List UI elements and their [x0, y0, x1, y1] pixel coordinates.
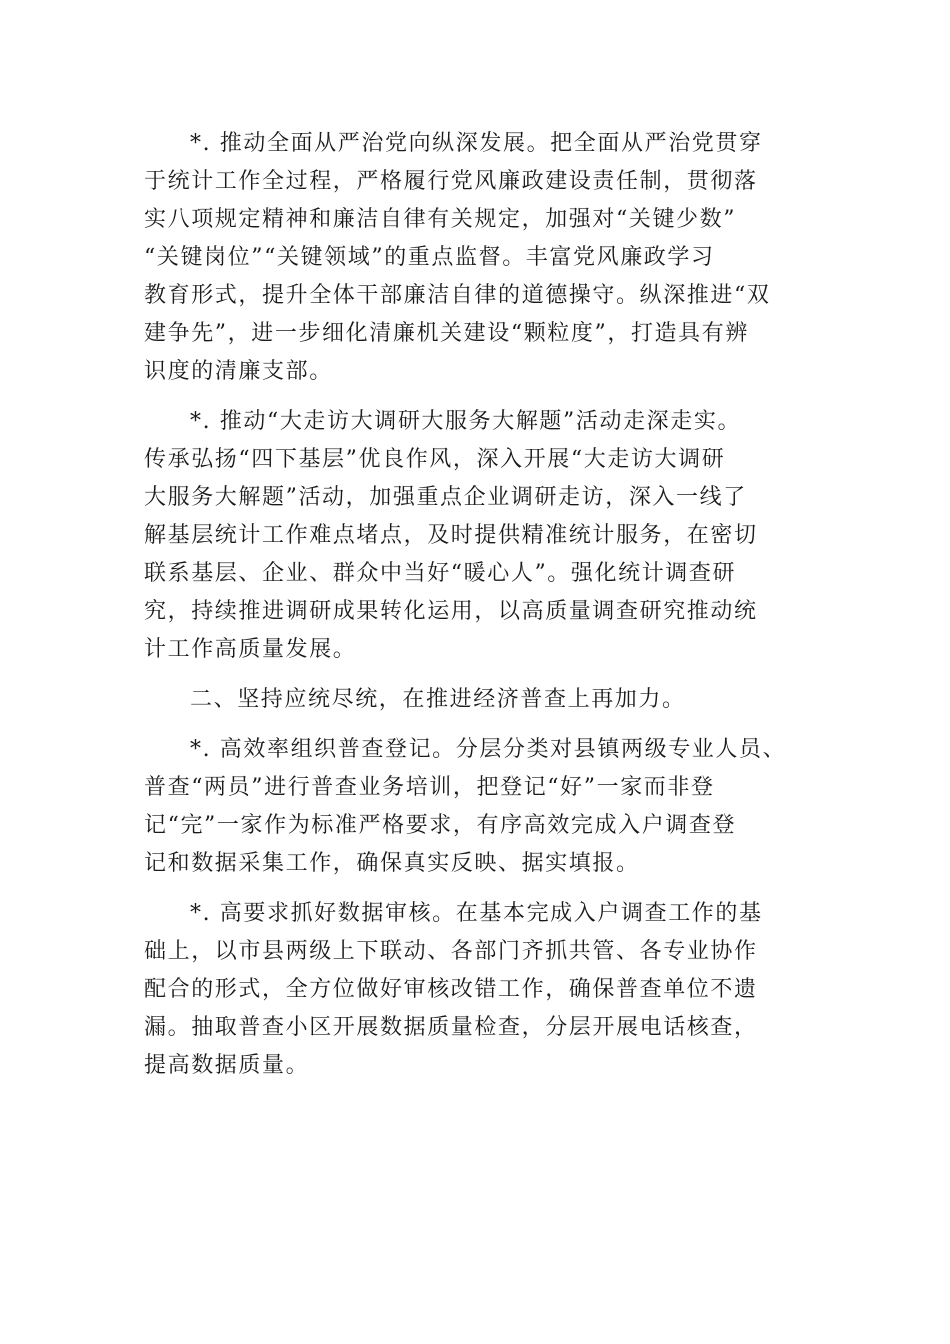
- text-line: 漏。抽取普查小区开展数据质量检查，分层开展电话核查，: [144, 1015, 758, 1040]
- text-line: 实八项规定精神和廉洁自律有关规定，加强对“关键少数”: [144, 207, 737, 232]
- text-line: 识度的清廉支部。: [144, 359, 333, 384]
- text-line: 记和数据采集工作，确保真实反映、据实填报。: [144, 851, 640, 876]
- text-line: 记“完”一家作为标准严格要求，有序高效完成入户调查登: [144, 813, 737, 838]
- text-line: 础上，以市县两级上下联动、各部门齐抓共管、各专业协作: [144, 939, 758, 964]
- text-line: 提高数据质量。: [144, 1053, 310, 1078]
- text-line: *. 推动全面从严治党向纵深发展。把全面从严治党贯穿: [190, 131, 763, 156]
- text-line: 联系基层、企业、群众中当好“暖心人”。强化统计调查研: [144, 561, 737, 586]
- paragraph-party-discipline: [144, 125, 809, 391]
- paragraph-data-review: [144, 895, 809, 1085]
- text-line: 计工作高质量发展。: [144, 637, 357, 662]
- text-line: 传承弘扬“四下基层”优良作风，深入开展“大走访大调研: [144, 447, 726, 472]
- text-line: 二、坚持应统尽统，在推进经济普查上再加力。: [190, 687, 686, 712]
- text-line: 解基层统计工作难点堵点，及时提供精准统计服务，在密切: [144, 523, 758, 548]
- text-line: 普查“两员”进行普查业务培训，把登记“好”一家而非登: [144, 775, 715, 800]
- text-line: “关键岗位”“关键领域”的重点监督。丰富党风廉政学习: [144, 245, 715, 270]
- text-line: 建争先”，进一步细化清廉机关建设“颗粒度”，打造具有辨: [144, 321, 749, 346]
- text-line: 教育形式，提升全体干部廉洁自律的道德操守。纵深推进“双: [144, 283, 771, 308]
- text-line: 究，持续推进调研成果转化运用，以高质量调查研究推动统: [144, 599, 758, 624]
- paragraph-census-registration: [144, 731, 809, 883]
- text-line: *. 高要求抓好数据审核。在基本完成入户调查工作的基: [190, 901, 763, 926]
- text-line: 于统计工作全过程，严格履行党风廉政建设责任制，贯彻落: [144, 169, 758, 194]
- paragraph-grassroots-visits: [144, 403, 809, 669]
- text-line: *. 推动“大走访大调研大服务大解题”活动走深走实。: [190, 409, 742, 434]
- text-line: 大服务大解题”活动，加强重点企业调研走访，深入一线了: [144, 485, 747, 510]
- document-body: [144, 125, 809, 1097]
- text-line: 配合的形式，全方位做好审核改错工作，确保普查单位不遗: [144, 977, 758, 1002]
- section-heading-economic-census: [144, 681, 809, 719]
- text-line: *. 高效率组织普查登记。分层分类对县镇两级专业人员、: [190, 737, 787, 762]
